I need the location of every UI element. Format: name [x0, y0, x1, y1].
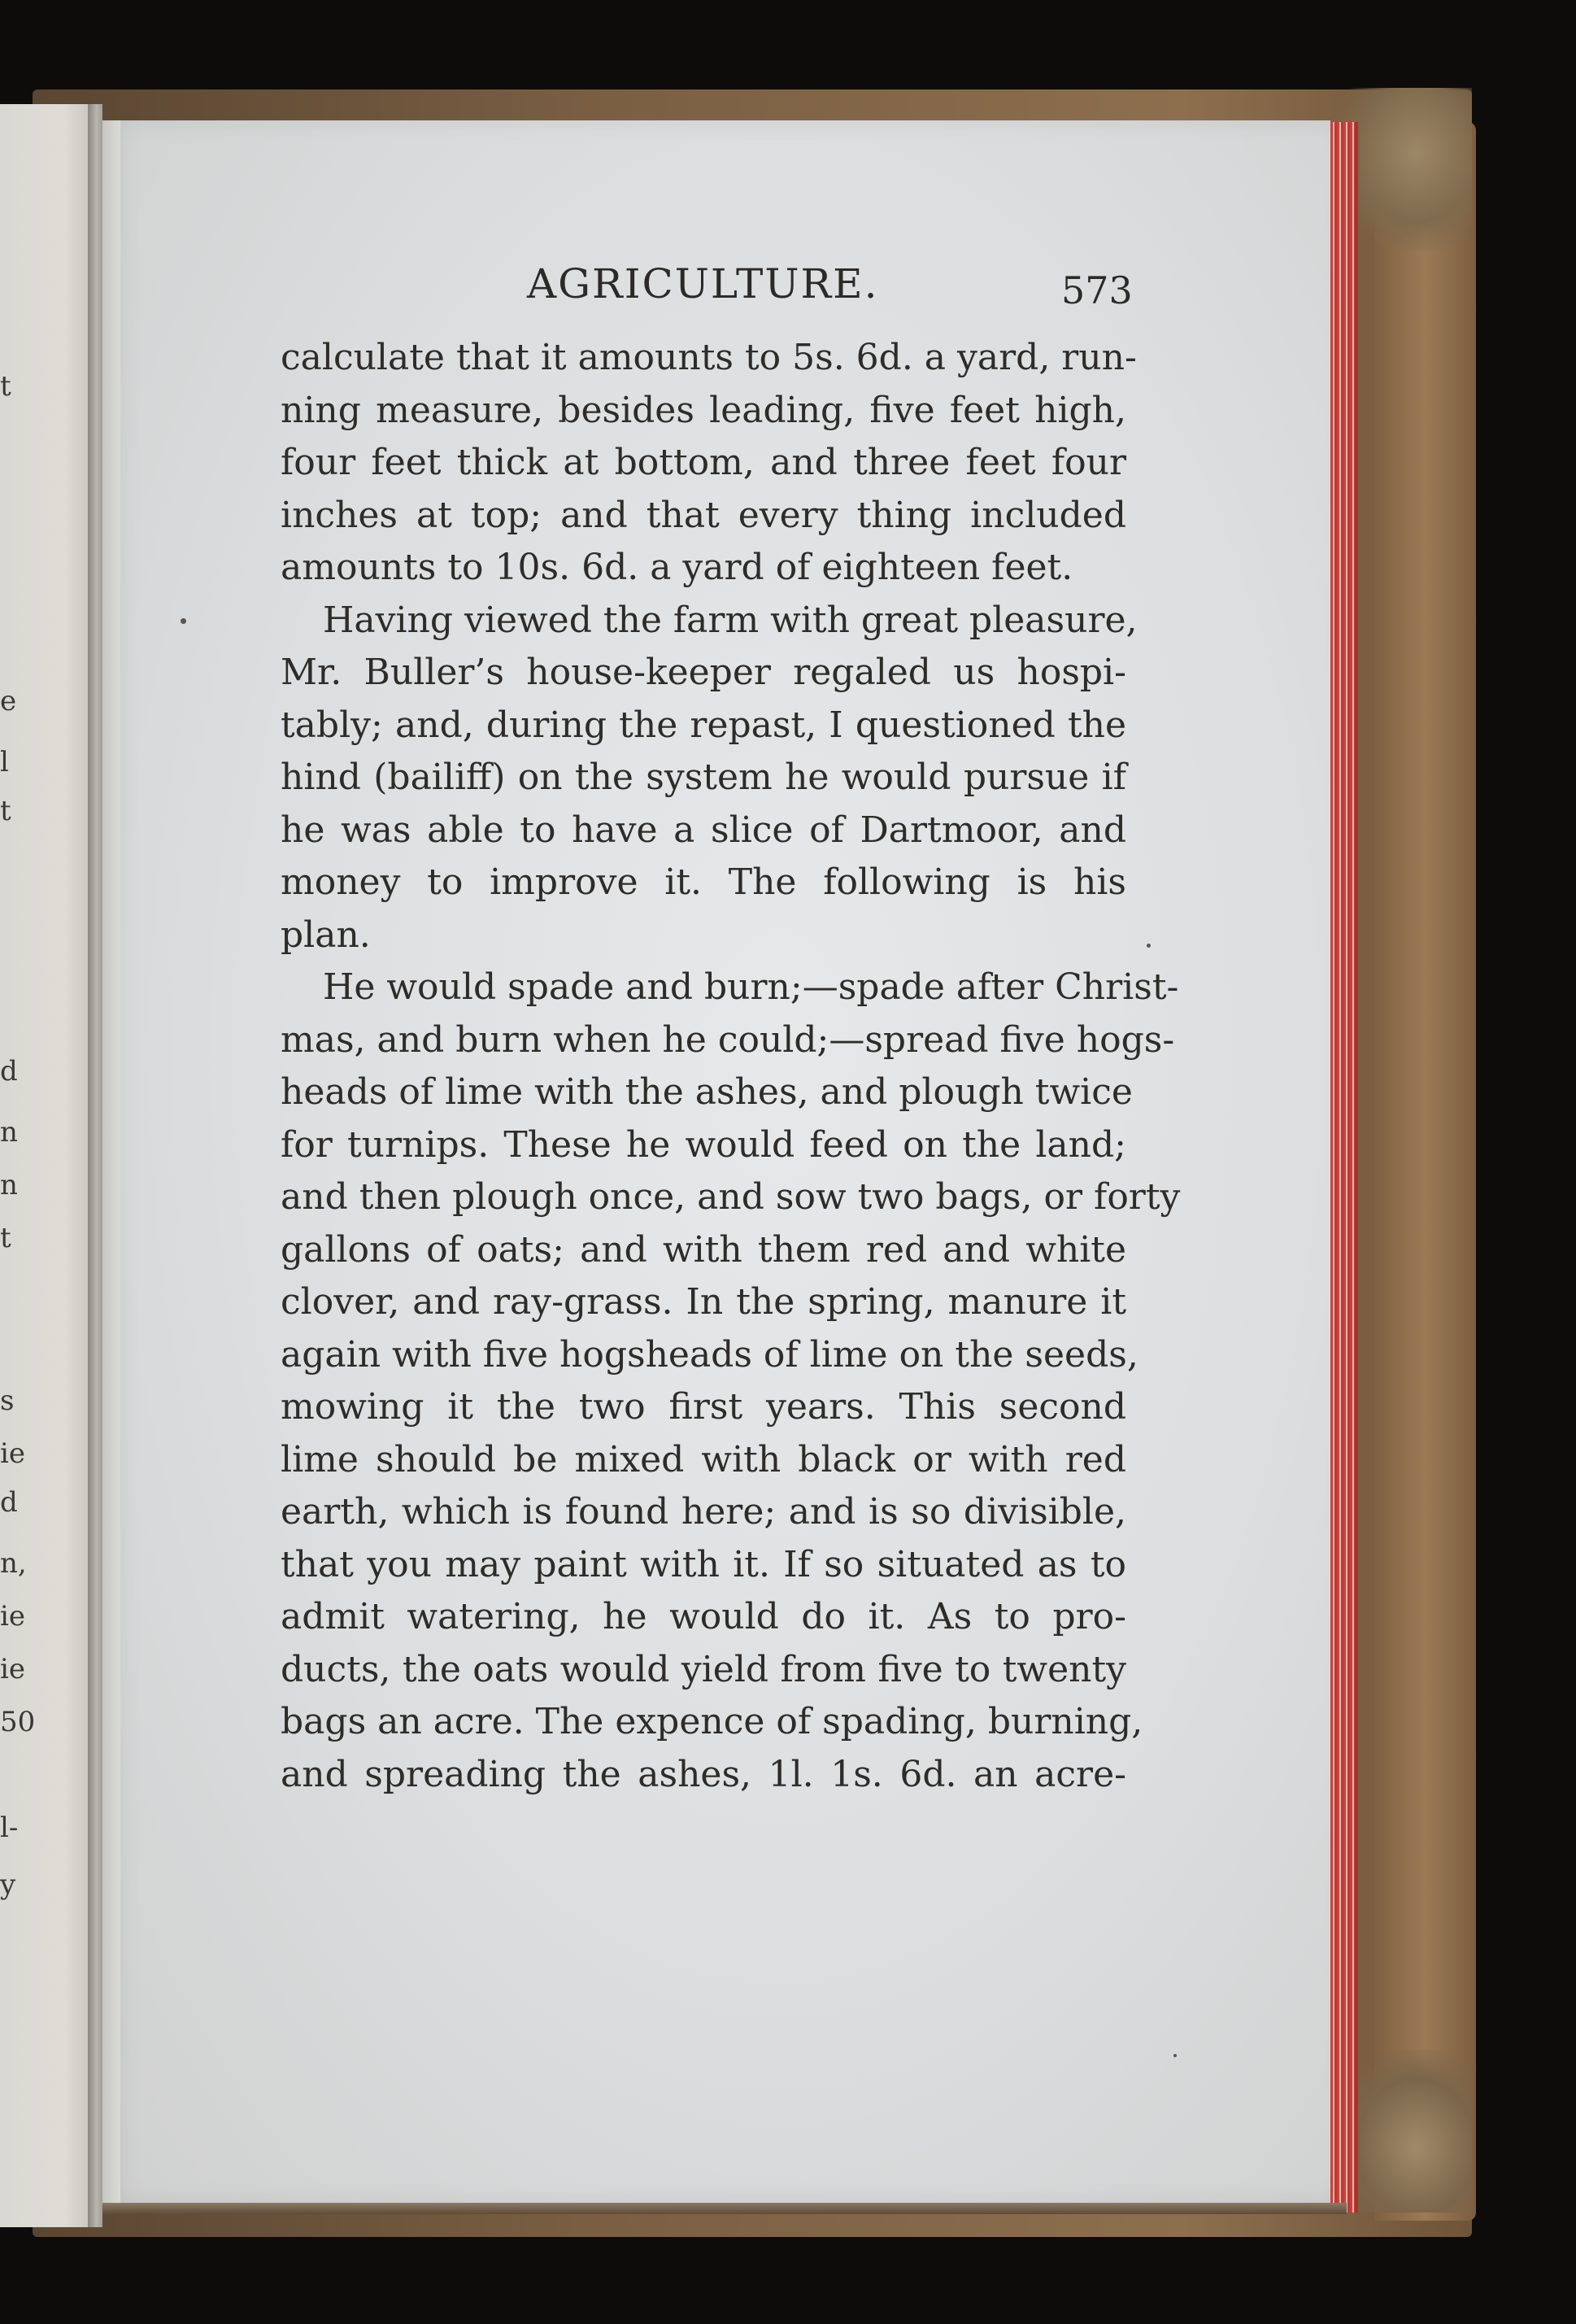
text-line: heads of lime with the ashes, and plough twice	[281, 1071, 1133, 1113]
facing-page-fragment: e	[0, 685, 17, 717]
facing-page-left	[0, 104, 91, 2227]
facing-page-fragment: t	[0, 370, 11, 403]
text-line: hind (bailiff) on the system he would pursue if	[281, 756, 1126, 798]
text-line: and then plough once, and sow two bags, or forty	[281, 1176, 1181, 1218]
text-line: He would spade and burn;—spade after Christ-	[323, 966, 1179, 1008]
text-line: four feet thick at bottom, and three feet four	[281, 442, 1126, 483]
text-line: mas, and burn when he could;—spread five hogs-	[281, 1018, 1175, 1061]
facing-page-fragment: n	[0, 1116, 18, 1149]
text-line: Mr. Buller’s house-keeper regaled us hospi-	[281, 652, 1126, 693]
text-line: admit watering, he would do it. As to pro-	[281, 1596, 1126, 1637]
facing-page-gutter	[88, 104, 102, 2227]
text-line: tably; and, during the repast, I questioned the	[281, 704, 1126, 746]
facing-page-fragment: t	[0, 1222, 11, 1254]
page-body-text	[281, 332, 1181, 1801]
text-line: earth, which is found here; and is so divisible,	[281, 1491, 1126, 1533]
text-line: calculate that it amounts to 5s. 6d. a yard, run-	[281, 337, 1137, 378]
facing-page-fragment: n,	[0, 1547, 27, 1580]
text-line: he was able to have a slice of Dartmoor, and	[281, 809, 1126, 851]
facing-page-fragment: d	[0, 1486, 18, 1519]
facing-page-fragment: y	[0, 1868, 16, 1901]
text-line: amounts to 10s. 6d. a yard of eighteen feet.	[281, 547, 1073, 588]
facing-page-fragment: ie	[0, 1600, 25, 1633]
facing-page-fragment: l	[0, 746, 9, 778]
page-bottom-edge	[102, 2203, 1347, 2214]
paper-speck	[1173, 2054, 1177, 2057]
running-head-title: AGRICULTURE.	[527, 260, 879, 307]
page-number: 573	[1061, 268, 1133, 312]
text-line: gallons of oats; and with them red and white	[281, 1228, 1126, 1271]
facing-page-fragment: l-	[0, 1812, 19, 1844]
page-gutter-shadow	[102, 120, 120, 2203]
text-line: plan.	[281, 913, 371, 956]
text-line: lime should be mixed with black or with red	[281, 1438, 1126, 1480]
text-line: Having viewed the farm with great pleasure,	[323, 599, 1138, 641]
text-line: bags an acre. The expence of spading, burning,	[281, 1701, 1143, 1742]
paper-speck	[1147, 944, 1151, 948]
facing-page-fragment: n	[0, 1169, 18, 1201]
facing-page-fragment: 50	[0, 1706, 36, 1738]
red-page-edges	[1330, 122, 1358, 2213]
text-line: ning measure, besides leading, five feet high,	[281, 389, 1126, 431]
facing-page-fragment: ie	[0, 1653, 25, 1685]
text-line: again with five hogsheads of lime on the seeds,	[281, 1333, 1138, 1376]
facing-page-fragment: t	[0, 795, 11, 827]
text-line: money to improve it. The following is his	[281, 861, 1126, 903]
text-line: clover, and ray-grass. In the spring, manure it	[281, 1281, 1126, 1323]
text-line: ducts, the oats would yield from five to twenty	[281, 1648, 1126, 1690]
facing-page-fragment: ie	[0, 1437, 25, 1470]
facing-page-fragment: d	[0, 1055, 18, 1088]
paper-speck	[181, 618, 186, 624]
text-line: and spreading the ashes, 1l. 1s. 6d. an acre-	[281, 1753, 1126, 1795]
book-cover-right-edge	[1374, 122, 1476, 2221]
text-line: inches at top; and that every thing included	[281, 494, 1126, 536]
text-line: that you may paint with it. If so situated as to	[281, 1543, 1126, 1585]
facing-page-fragment: s	[0, 1384, 15, 1417]
text-line: for turnips. These he would feed on the land;	[281, 1123, 1126, 1166]
text-line: mowing it the two first years. This second	[281, 1386, 1126, 1428]
